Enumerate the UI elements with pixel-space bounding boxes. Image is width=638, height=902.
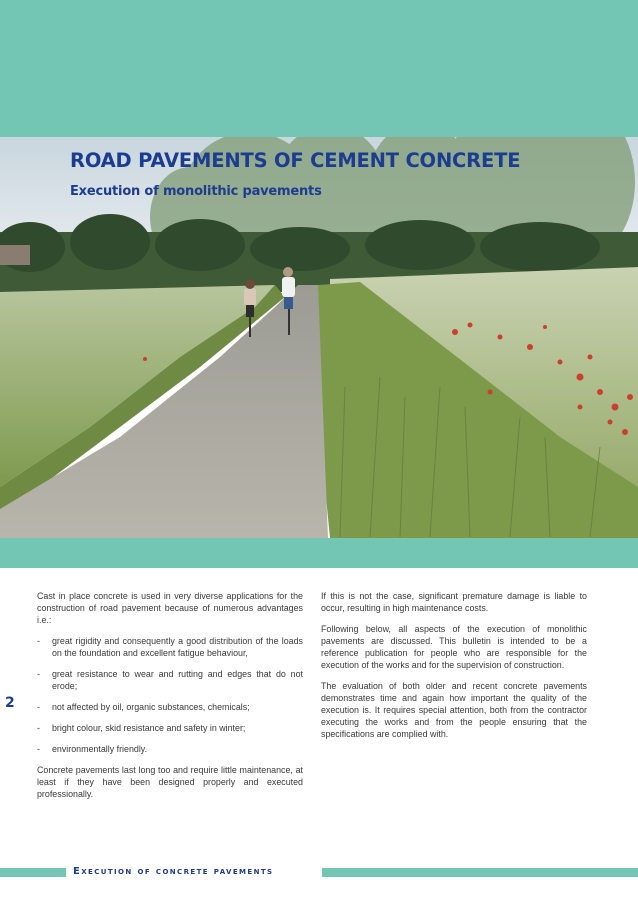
list-item: - not affected by oil, organic substances, chemicals; xyxy=(37,702,250,712)
page-title: ROAD PAVEMENTS OF CEMENT CONCRETE xyxy=(70,149,521,172)
advantages-list xyxy=(37,635,303,755)
list-item: - great rigidity and consequently a good distribution of the loads on the foundation and excellent fatigue behaviour, xyxy=(37,636,303,658)
body-paragraph: The evaluation of both older and recent concrete pavements demonstrates time and again how important the quality of the execution is. It requires special attention, both from the contractor executing the works and from the people ensuring that the specifications are complied with. xyxy=(321,681,587,739)
footer-title: Execution of concrete pavements xyxy=(73,866,274,877)
footer-bar-right xyxy=(322,868,638,877)
body-paragraph: If this is not the case, significant premature damage is liable to occur, resulting in high maintenance costs. xyxy=(321,591,587,613)
body-paragraph: Following below, all aspects of the execution of monolithic pavements are discussed. This bulletin is intended to be a reference publication for people who are responsible for the execution of the works and for the supervision of construction. xyxy=(321,624,587,670)
title-block xyxy=(0,137,638,232)
page-subtitle: Execution of monolithic pavements xyxy=(70,184,322,199)
list-item: - bright colour, skid resistance and safety in winter; xyxy=(37,723,246,733)
intro-paragraph: Cast in place concrete is used in very diverse applications for the construction of road pavement because of numerous advantages i.e.: xyxy=(37,591,303,625)
page-number: 2 xyxy=(5,695,15,711)
right-text-column xyxy=(321,590,587,749)
middle-color-band xyxy=(0,538,638,568)
closing-paragraph: Concrete pavements last long too and require little maintenance, at least if they have been designed properly and executed professionally. xyxy=(37,765,303,799)
top-color-band xyxy=(0,0,638,137)
footer-bar-left xyxy=(0,868,66,877)
list-item: - great resistance to wear and rutting and edges that do not erode; xyxy=(37,669,303,691)
list-item: - environmentally friendly. xyxy=(37,744,148,754)
left-text-column xyxy=(37,590,303,809)
